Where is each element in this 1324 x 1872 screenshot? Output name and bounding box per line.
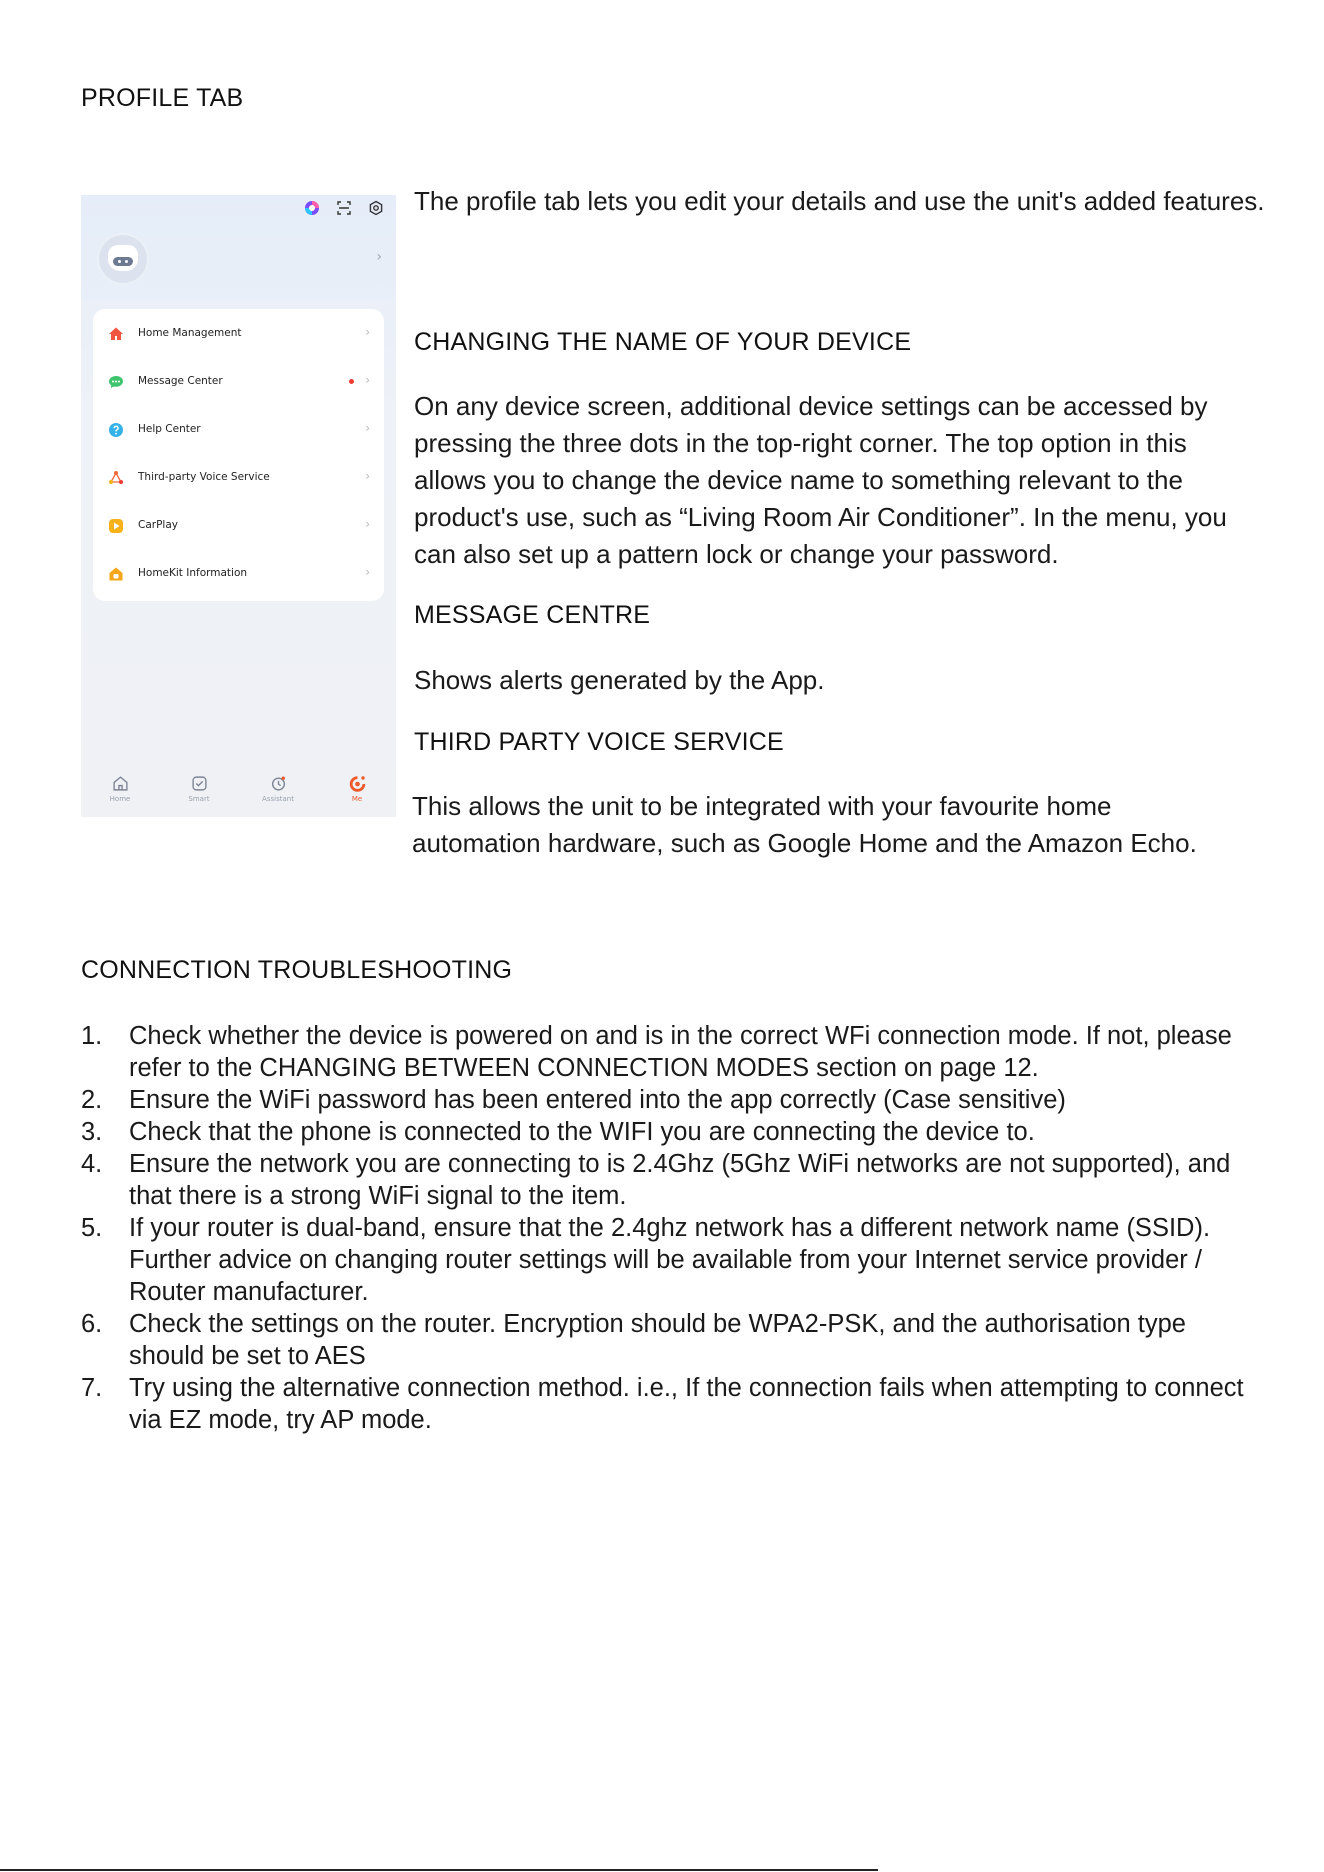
list-text: If your router is dual-band, ensure that the 2.4ghz network has a different network name (SSID). Further advice on changing router settings will be available from your Internet service provider / Router manufacturer. [129, 1214, 1211, 1306]
menu-item-label: Home Management [138, 327, 242, 339]
chevron-right-icon: › [365, 325, 370, 339]
list-text: Try using the alternative connection method. i.e., If the connection fails when attempting to connect via EZ mode, try AP mode. [129, 1374, 1244, 1434]
intro-text: The profile tab lets you edit your details and use the unit's added features. [414, 186, 1265, 216]
troubleshooting-list [81, 1020, 1261, 1436]
carplay-icon [108, 518, 124, 534]
menu-item-help-center[interactable] [93, 405, 384, 453]
voice-nodes-icon [108, 470, 124, 486]
menu-item-message-center[interactable] [93, 357, 384, 405]
menu-item-label: Help Center [138, 423, 201, 435]
list-item [81, 1148, 1261, 1212]
chevron-right-icon: › [365, 421, 370, 435]
tab-me[interactable] [327, 775, 387, 803]
message-centre-text: Shows alerts generated by the App. [414, 665, 825, 695]
avatar[interactable] [99, 235, 147, 283]
profile-tab-heading: PROFILE TAB [81, 84, 244, 112]
list-number: 5. [81, 1214, 103, 1242]
chevron-right-icon: › [365, 517, 370, 531]
chevron-right-icon: › [376, 249, 382, 265]
list-item [81, 1084, 1261, 1116]
chevron-right-icon: › [365, 469, 370, 483]
house-icon [108, 326, 124, 342]
unread-badge [349, 379, 354, 384]
menu-item-home-management[interactable] [93, 309, 384, 357]
homekit-icon [108, 566, 124, 582]
settings-icon[interactable] [368, 200, 384, 216]
list-text: Check the settings on the router. Encryption should be WPA2-PSK, and the authorisation type should be set to AES [129, 1310, 1186, 1370]
profile-row[interactable] [81, 235, 396, 295]
list-item [81, 1116, 1261, 1148]
message-centre-heading: MESSAGE CENTRE [414, 601, 651, 629]
tab-label: Assistant [262, 795, 294, 803]
list-item [81, 1308, 1261, 1372]
menu-item-label: HomeKit Information [138, 567, 248, 579]
assistant-tab-icon [270, 775, 287, 792]
changing-name-text: On any device screen, additional device settings can be accessed by pressing the three dots in the top-right corner. The top option in this allows you to change the device name to something relevant to the product's use, such as “Living Room Air Conditioner”. In the menu, you can also set up a pattern lock or change your password. [414, 391, 1227, 569]
menu-item-third-party-voice[interactable] [93, 453, 384, 501]
list-text: Ensure the network you are connecting to is 2.4Ghz (5Ghz WiFi networks are not supported), and that there is a strong WiFi signal to the item. [129, 1150, 1231, 1210]
robot-visor [113, 257, 133, 266]
tab-home[interactable] [90, 775, 150, 803]
tab-smart[interactable] [169, 775, 229, 803]
third-party-heading: THIRD PARTY VOICE SERVICE [414, 728, 784, 756]
tab-label: Me [351, 795, 363, 803]
list-item [81, 1020, 1261, 1084]
chevron-right-icon: › [365, 565, 370, 579]
footer-rule [0, 1869, 878, 1871]
menu-item-label: CarPlay [138, 519, 178, 531]
profile-menu [93, 309, 384, 601]
changing-name-heading: CHANGING THE NAME OF YOUR DEVICE [414, 328, 912, 356]
tab-label: Home [109, 795, 131, 803]
tab-assistant[interactable] [248, 775, 308, 803]
list-text: Check that the phone is connected to the WIFI you are connecting the device to. [129, 1118, 1035, 1146]
list-item [81, 1212, 1261, 1308]
menu-item-homekit[interactable] [93, 549, 384, 597]
third-party-text: This allows the unit to be integrated with your favourite home automation hardware, such as Google Home and the Amazon Echo. [412, 791, 1197, 858]
list-number: 4. [81, 1150, 103, 1178]
tab-label: Smart [188, 795, 210, 803]
list-number: 6. [81, 1310, 103, 1338]
list-number: 3. [81, 1118, 103, 1146]
bottom-tab-bar [81, 771, 396, 817]
smart-tab-icon [191, 775, 208, 792]
menu-item-carplay[interactable] [93, 501, 384, 549]
me-tab-icon [349, 775, 366, 792]
question-icon [108, 422, 124, 438]
menu-item-label: Third-party Voice Service [138, 471, 270, 483]
ai-assistant-icon[interactable] [304, 200, 320, 216]
chevron-right-icon: › [365, 373, 370, 387]
list-number: 1. [81, 1022, 103, 1050]
list-item [81, 1372, 1261, 1436]
scan-icon[interactable] [336, 200, 352, 216]
menu-item-label: Message Center [138, 375, 223, 387]
chat-bubble-icon [108, 374, 124, 390]
list-text: Ensure the WiFi password has been entered into the app correctly (Case sensitive) [129, 1086, 1066, 1114]
profile-screenshot [81, 195, 396, 817]
list-number: 7. [81, 1374, 103, 1402]
troubleshooting-heading: CONNECTION TROUBLESHOOTING [81, 956, 513, 984]
home-tab-icon [112, 775, 129, 792]
list-number: 2. [81, 1086, 103, 1114]
list-text: Check whether the device is powered on and is in the correct WFi connection mode. If not, please refer to the CHANGING BETWEEN CONNECTION MODES section on page 12. [129, 1022, 1232, 1082]
